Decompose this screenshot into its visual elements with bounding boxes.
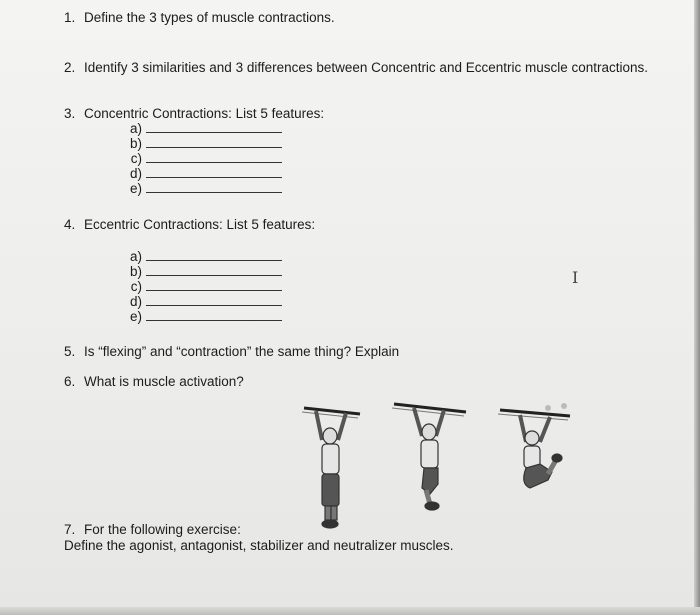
answer-line-c[interactable] [146,162,282,163]
list-item: a) [122,121,142,136]
page-bottom-edge [0,607,700,615]
answer-line-d[interactable] [146,305,282,306]
answer-line-b[interactable] [146,147,282,148]
question-5: 5. Is “flexing” and “contraction” the same thing? Explain [64,344,400,359]
question-3: 3. Concentric Contractions: List 5 features: [64,106,325,121]
answer-line-d[interactable] [146,177,282,178]
list-item: c) [122,279,142,294]
exercise-figure-knees-to-chest [498,403,570,488]
answer-line-a[interactable] [146,260,282,261]
list-item: b) [122,136,142,151]
list-item: d) [122,166,142,181]
exercise-figure-hanging [302,408,360,528]
answer-line-e[interactable] [146,320,282,321]
question-6: 6. What is muscle activation? [64,374,244,389]
answer-line-b[interactable] [146,275,282,276]
list-item: b) [122,264,142,279]
question-1: 1. Define the 3 types of muscle contractions. [64,10,335,25]
list-item: e) [122,181,142,196]
text-cursor-icon: I [572,268,579,287]
list-item: d) [122,294,142,309]
question-2: 2. Identify 3 similarities and 3 differences between Concentric and Eccentric muscle contractions. [64,60,649,75]
page-edge-shadow [694,0,700,615]
answer-line-e[interactable] [146,192,282,193]
list-item: c) [122,151,142,166]
answer-line-c[interactable] [146,290,282,291]
question-4: 4. Eccentric Contractions: List 5 features: [64,217,316,232]
eccentric-features-list [122,249,142,324]
hanging-leg-raise-illustration [298,398,588,533]
list-item: a) [122,249,142,264]
answer-line-a[interactable] [146,132,282,133]
question-7: 7. For the following exercise: [64,522,241,537]
concentric-features-list [122,121,142,196]
question-7-instruction: Define the agonist, antagonist, stabilizer and neutralizer muscles. [64,538,454,553]
list-item: e) [122,309,142,324]
exercise-figure-knees-raised [392,404,466,510]
